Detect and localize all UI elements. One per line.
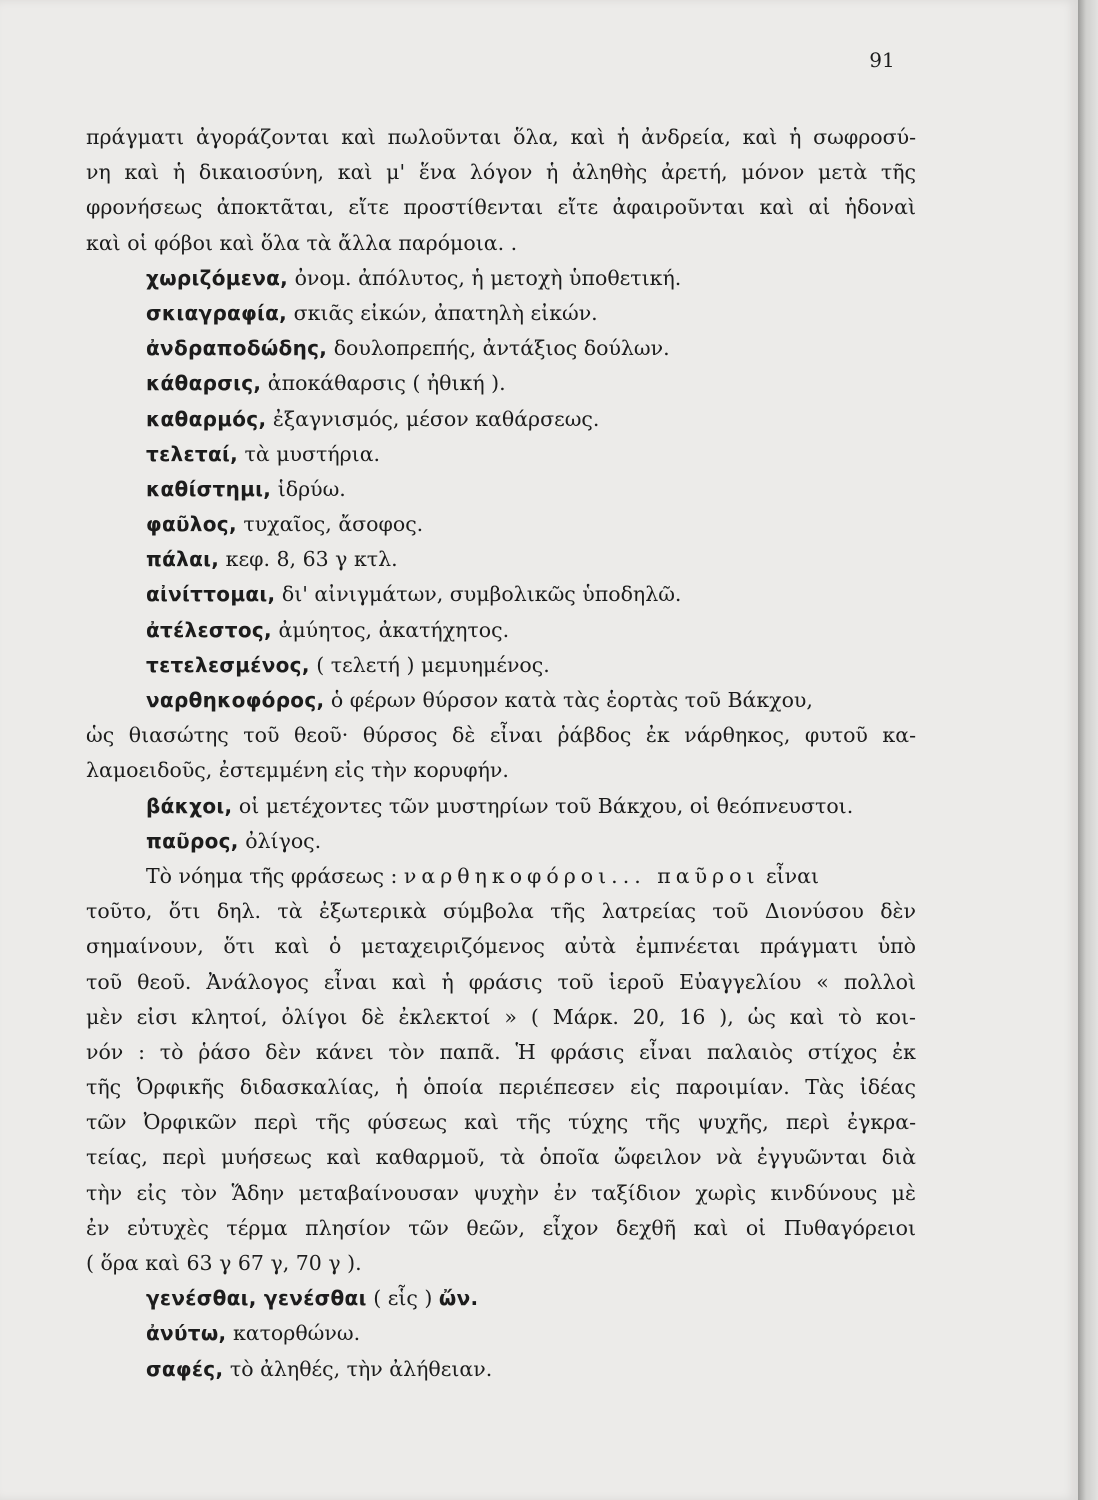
glossary-definition: ἱδρύω. <box>271 476 346 501</box>
glossary-definition: ἀποκάθαρσις ( ἠθική ). <box>261 371 506 396</box>
glossary-entry <box>86 507 916 542</box>
glossary-entry <box>86 1316 916 1351</box>
glossary-definition: τὸ ἀληθές, τὴν ἀλήθειαν. <box>223 1356 493 1381</box>
glossary-entry <box>86 437 916 472</box>
glossary-term: παῦρος, <box>146 828 239 853</box>
text-line: τῆς Ὀρφικῆς διδασκαλίας, ἡ ὁποία περιέπεσεν εἰς παροιμίαν. Τὰς ἰδέας <box>86 1075 916 1100</box>
glossary-definition: ( εἷς ) <box>366 1286 439 1311</box>
glossary-definition: ( τελετή ) μεμυημένος. <box>309 652 550 677</box>
glossary-definition: σκιᾶς εἰκών, ἀπατηλὴ εἰκών. <box>287 300 598 325</box>
text-line: νόν : τὸ ῥάσο δὲν κάνει τὸν παπᾶ. Ἡ φράσις εἶναι παλαιὸς στίχος ἐκ <box>86 1039 916 1064</box>
glossary-term: ἀνύτω, <box>146 1321 227 1346</box>
glossary-definition: ὀλίγος. <box>238 828 322 853</box>
spaced-phrase: παῦροι <box>645 863 760 888</box>
glossary-definition: δουλοπρεπής, ἀντάξιος δούλων. <box>327 336 670 361</box>
text-line: τὴν εἰς τὸν Ἅδην μεταβαίνουσαν ψυχὴν ἐν ταξίδιον χωρὶς κινδύνους μὲ <box>86 1180 916 1205</box>
text-fragment: εἶναι <box>759 863 820 888</box>
page-edge <box>1078 0 1098 1500</box>
text-line: τῶν Ὀρφικῶν περὶ τῆς φύσεως καὶ τῆς τύχης τῆς ψυχῆς, περὶ ἐγκρα- <box>86 1110 916 1135</box>
text-line: σημαίνουν, ὅτι καὶ ὁ μεταχειριζόμενος αὐτὰ ἐμπνέεται πράγματι ὑπὸ <box>86 934 916 959</box>
glossary-entry <box>86 296 916 331</box>
glossary-definition: ἐξαγνισμός, μέσον καθάρσεως. <box>266 406 600 431</box>
glossary-term: αἰνίττομαι, <box>146 582 276 607</box>
glossary-term: σαφές, <box>146 1356 224 1381</box>
glossary-entry <box>86 789 916 824</box>
glossary-term: πάλαι, <box>146 547 220 572</box>
text-line: ( ὅρα καὶ 63 γ 67 γ, 70 γ ). <box>86 1251 362 1275</box>
page-text <box>86 120 916 1387</box>
glossary-entry <box>86 1352 916 1387</box>
text-line: τείας, περὶ μυήσεως καὶ καθαρμοῦ, τὰ ὁποῖα ὤφειλον νὰ ἐγγυῶνται διὰ <box>86 1145 916 1170</box>
glossary-definition: δι' αἰνιγμάτων, συμβολικῶς ὑποδηλῶ. <box>275 582 682 607</box>
glossary-entry <box>86 613 916 648</box>
glossary-entry <box>86 648 916 683</box>
spaced-phrase: ναρθηκοφόροι... <box>403 863 646 888</box>
glossary-definition: ἀμύητος, ἀκατήχητος. <box>271 617 510 642</box>
glossary-term: κάθαρσις, <box>146 371 262 396</box>
glossary-term: ἀνδραποδώδης, <box>146 336 328 361</box>
glossary-entry <box>86 542 916 577</box>
glossary-term: ὤν. <box>438 1286 479 1311</box>
glossary-entry <box>86 824 916 859</box>
text-line <box>86 859 916 894</box>
glossary-entry <box>86 402 916 437</box>
glossary-term: βάκχοι, <box>146 793 233 818</box>
text-line: ἐν εὐτυχὲς τέρμα πλησίον τῶν θεῶν, εἶχον δεχθῆ καὶ οἱ Πυθαγόρειοι <box>86 1215 916 1240</box>
text-line: ὡς θιασώτης τοῦ θεοῦ· θύρσος δὲ εἶναι ῥάβδος ἐκ νάρθηκος, φυτοῦ κα- <box>86 723 916 748</box>
glossary-definition: ὀνομ. ἀπόλυτος, ἡ μετοχὴ ὑποθετική. <box>288 265 682 290</box>
text-line: φρονήσεως ἀποκτᾶται, εἴτε προστίθενται εἴτε ἀφαιροῦνται καὶ αἱ ἡδοναὶ <box>86 195 916 220</box>
glossary-term: χωριζόμενα, <box>146 265 289 290</box>
text-line: νη καὶ ἡ δικαιοσύνη, καὶ μ' ἕνα λόγον ἡ ἀληθὴς ἀρετή, μόνον μετὰ τῆς <box>86 160 916 185</box>
glossary-definition: τὰ μυστήρια. <box>237 441 381 466</box>
text-fragment: Τὸ νόημα τῆς φράσεως : <box>146 863 404 888</box>
text-line: τοῦ θεοῦ. Ἀνάλογος εἶναι καὶ ἡ φράσις τοῦ ἱεροῦ Εὐαγγελίου « πολλοὶ <box>86 969 916 994</box>
glossary-term: ἀτέλεστος, <box>146 617 272 642</box>
glossary-definition: κεφ. 8, 63 γ κτλ. <box>219 547 398 572</box>
glossary-term: τετελεσμένος, <box>146 652 310 677</box>
text-line: καὶ οἱ φόβοι καὶ ὅλα τὰ ἄλλα παρόμοια. . <box>86 230 518 255</box>
glossary-entry <box>86 261 916 296</box>
glossary-term: τελεταί, <box>146 441 238 466</box>
glossary-term: καθίστημι, <box>146 476 272 501</box>
glossary-entry <box>86 331 916 366</box>
glossary-entry <box>86 1281 916 1316</box>
glossary-definition: κατορθώνω. <box>226 1321 361 1346</box>
text-line: μὲν εἰσι κλητοί, ὀλίγοι δὲ ἐκλεκτοί » ( Μάρκ. 20, 16 ), ὡς καὶ τὸ κοι- <box>86 1004 916 1029</box>
glossary-entry <box>86 366 916 401</box>
glossary-term: καθαρμός, <box>146 406 267 431</box>
glossary-definition: οἱ μετέχοντες τῶν μυστηρίων τοῦ Βάκχου, οἱ θεόπνευστοι. <box>232 793 854 818</box>
text-line: πράγματι ἀγοράζονται καὶ πωλοῦνται ὅλα, καὶ ἡ ἀνδρεία, καὶ ἡ σωφροσύ- <box>86 125 916 149</box>
glossary-entry <box>86 472 916 507</box>
glossary-definition: τυχαῖος, ἄσοφος. <box>236 512 424 537</box>
glossary-term: ναρθηκοφόρος, <box>146 688 325 712</box>
glossary-term: γενέσθαι, γενέσθαι <box>146 1286 367 1311</box>
glossary-term: σκιαγραφία, <box>146 300 288 325</box>
glossary-term: φαῦλος, <box>146 512 237 537</box>
text-line: τοῦτο, ὅτι δηλ. τὰ ἐξωτερικὰ σύμβολα τῆς λατρείας τοῦ Διονύσου δὲν <box>86 899 916 924</box>
page-number: 91 <box>869 48 895 72</box>
glossary-definition: ὁ φέρων θύρσον κατὰ τὰς ἑορτὰς τοῦ Βάκχου, <box>324 688 813 712</box>
glossary-entry <box>86 577 916 612</box>
glossary-entry <box>86 683 916 718</box>
text-line: λαμοειδοῦς, ἐστεμμένη εἰς τὴν κορυφήν. <box>86 758 509 783</box>
